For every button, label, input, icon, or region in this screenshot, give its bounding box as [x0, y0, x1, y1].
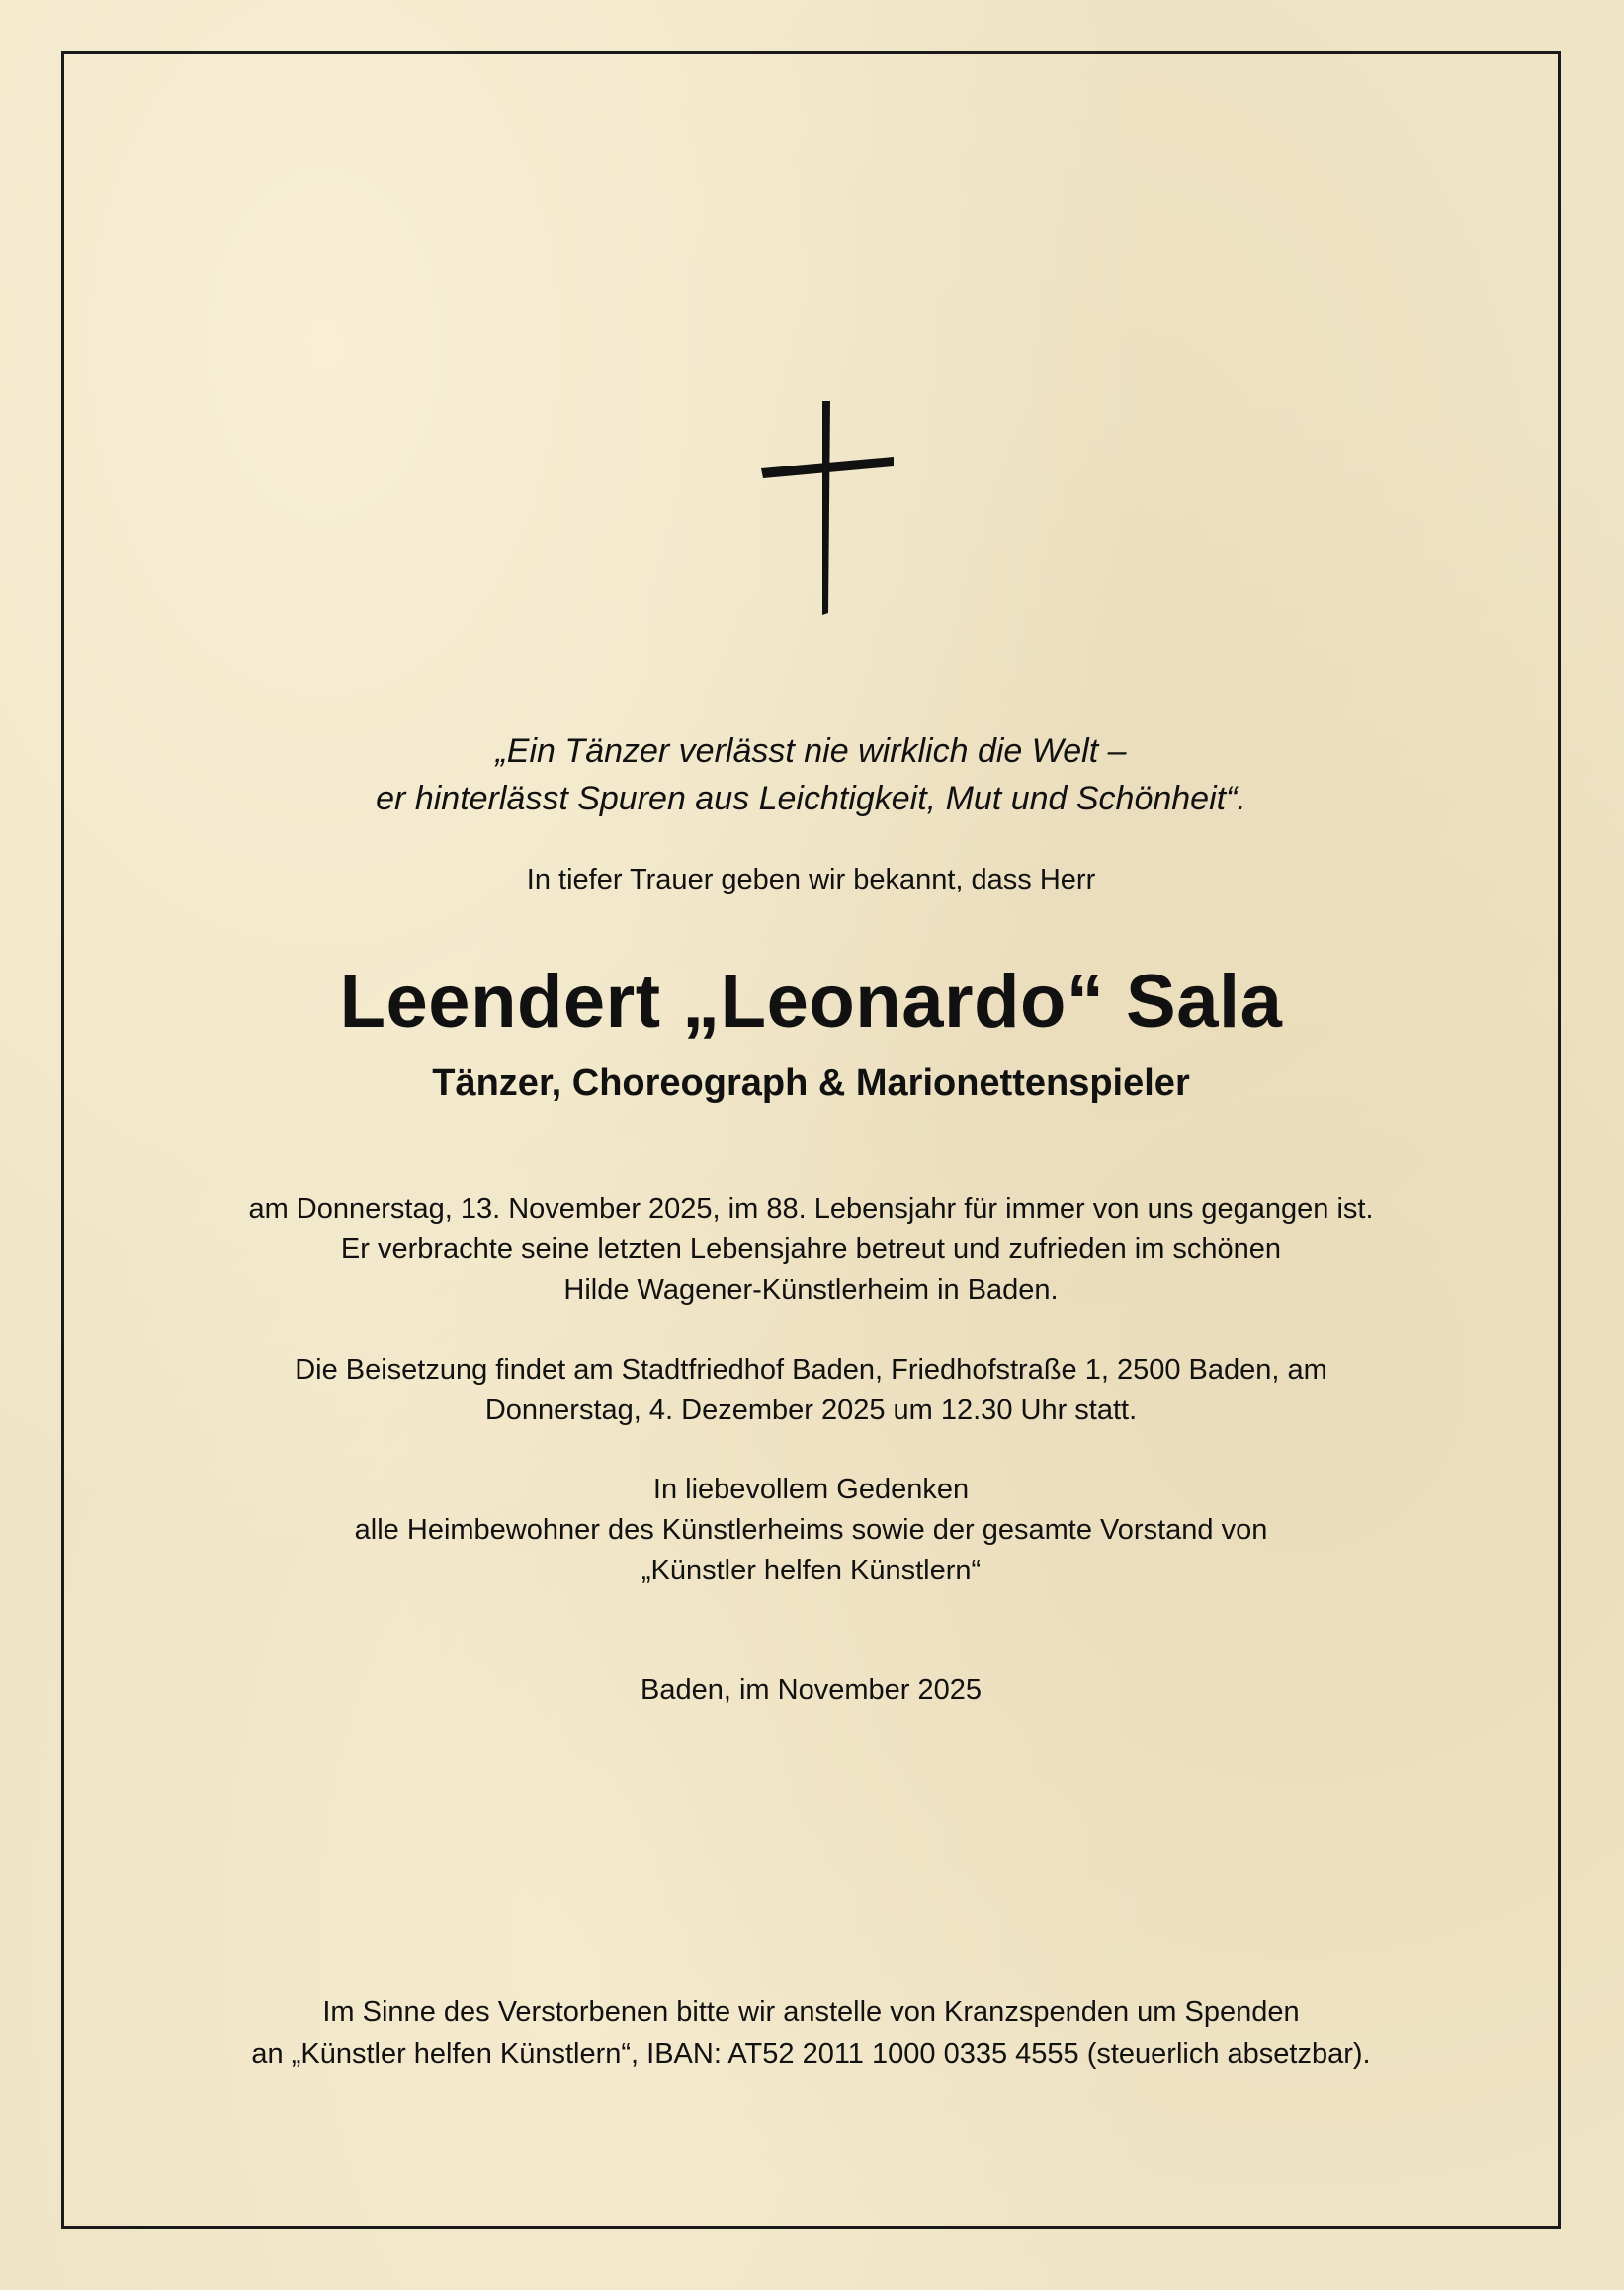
deceased-name: [61, 953, 1561, 1052]
page-border: [61, 51, 1561, 2229]
place-date: [61, 1670, 1561, 1710]
donation-line-1: Im Sinne des Verstorbenen bitte wir anstelle von Kranzspenden um Spenden: [322, 1996, 1300, 2028]
mourners-line-1: In liebevollem Gedenken: [652, 1474, 970, 1505]
cross-icon: [759, 399, 897, 617]
quote-line-2: er hinterlässt Spuren aus Leichtigkeit, Mut und Schönheit“.: [376, 780, 1246, 817]
donation-line-2: an „Künstler helfen Künstlern“, IBAN: AT52 2011 1000 0335 4555 (steuerlich absetzbar).: [251, 2038, 1371, 2070]
announcement-intro: [61, 860, 1561, 899]
passing-line-1: am Donnerstag, 13. November 2025, im 88. Lebensjahr für immer von uns gegangen ist.: [248, 1193, 1374, 1225]
mourners-paragraph: [61, 1470, 1561, 1591]
passing-line-2: Er verbrachte seine letzten Lebensjahre betreut und zufrieden im schönen: [340, 1233, 1282, 1265]
funeral-paragraph: [61, 1350, 1561, 1431]
profession: [61, 1058, 1561, 1109]
dateline-text: Baden, im November 2025: [641, 1674, 982, 1706]
quote: [61, 727, 1561, 822]
name-text: Leendert „Leonardo“ Sala: [339, 960, 1283, 1044]
profession-text: Tänzer, Choreograph & Marionettenspieler: [432, 1062, 1190, 1104]
passing-line-3: Hilde Wagener-Künstlerheim in Baden.: [563, 1274, 1059, 1306]
passing-paragraph: [61, 1189, 1561, 1311]
mourners-line-3: „Künstler helfen Künstlern“: [641, 1555, 982, 1586]
donation-note: [61, 1992, 1561, 2075]
quote-line-1: „Ein Tänzer verlässt nie wirklich die Welt –: [495, 732, 1127, 770]
intro-text: In tiefer Trauer geben wir bekannt, dass Herr: [526, 864, 1096, 895]
mourners-line-2: alle Heimbewohner des Künstlerheims sowie der gesamte Vorstand von: [354, 1514, 1268, 1546]
funeral-line-1: Die Beisetzung findet am Stadtfriedhof Baden, Friedhofstraße 1, 2500 Baden, am: [295, 1354, 1327, 1386]
funeral-line-2: Donnerstag, 4. Dezember 2025 um 12.30 Uhr statt.: [484, 1395, 1138, 1426]
